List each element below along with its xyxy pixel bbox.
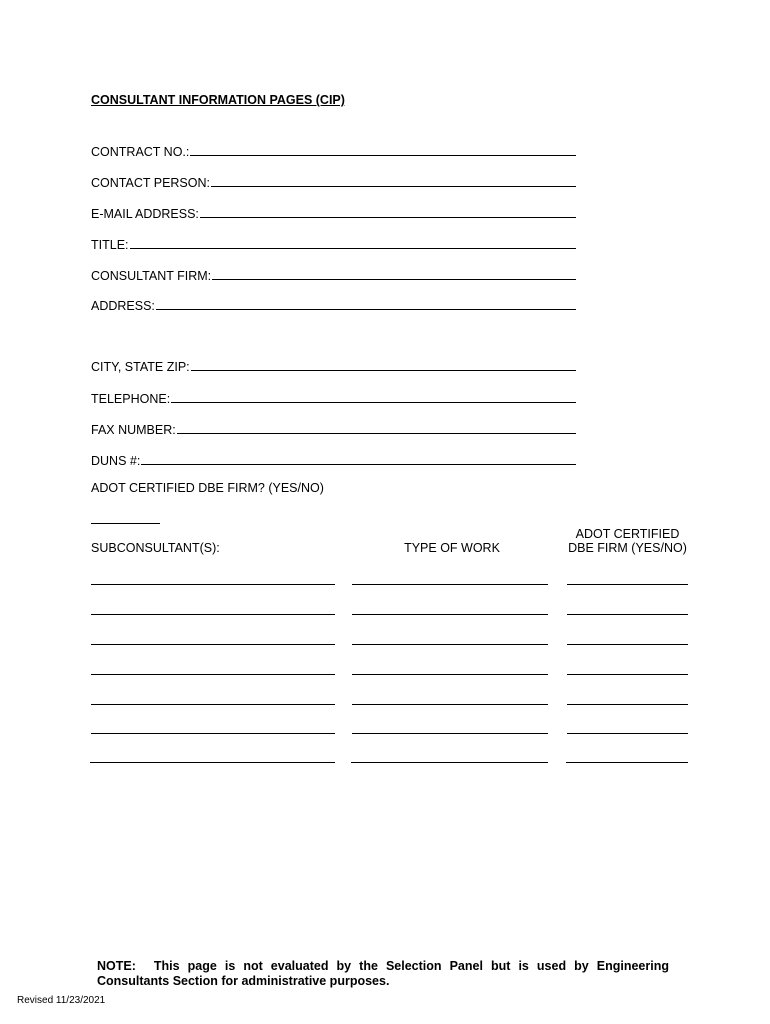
email-field[interactable] xyxy=(91,203,576,221)
subconsultant-name-line[interactable] xyxy=(91,733,335,734)
revision-date: Revised 11/23/2021 xyxy=(17,995,106,1006)
title-label: TITLE: xyxy=(91,238,129,252)
type-of-work-line[interactable] xyxy=(352,614,548,615)
note xyxy=(97,959,669,989)
fax-number-input-line[interactable] xyxy=(177,432,576,434)
dbe-firm-line[interactable] xyxy=(566,762,688,763)
contract-no-input-line[interactable] xyxy=(190,154,576,156)
contract-no-field[interactable] xyxy=(91,141,576,159)
consultant-firm-field[interactable] xyxy=(91,265,576,283)
dbe-question: ADOT CERTIFIED DBE FIRM? (YES/NO) xyxy=(91,481,324,495)
contact-person-field[interactable] xyxy=(91,172,576,190)
telephone-field[interactable] xyxy=(91,388,576,406)
dbe-firm-header xyxy=(560,527,695,555)
contact-person-label: CONTACT PERSON: xyxy=(91,176,210,190)
subconsultant-name-line[interactable] xyxy=(91,674,335,675)
subconsultant-name-line[interactable] xyxy=(91,704,335,705)
subconsultants-header: SUBCONSULTANT(S): xyxy=(91,541,220,555)
title-field[interactable] xyxy=(91,234,576,252)
city-state-zip-input-line[interactable] xyxy=(191,369,576,371)
subconsultant-name-line[interactable] xyxy=(91,644,335,645)
dbe-firm-header-line2: DBE FIRM (YES/NO) xyxy=(568,541,687,555)
type-of-work-line[interactable] xyxy=(352,644,548,645)
contact-person-input-line[interactable] xyxy=(211,185,576,187)
dbe-firm-header-line1: ADOT CERTIFIED xyxy=(575,527,680,541)
page-title: CONSULTANT INFORMATION PAGES (CIP) xyxy=(91,93,345,107)
type-of-work-line[interactable] xyxy=(351,762,548,763)
dbe-firm-line[interactable] xyxy=(567,733,688,734)
duns-input-line[interactable] xyxy=(141,463,576,465)
dbe-firm-line[interactable] xyxy=(567,674,688,675)
consultant-firm-input-line[interactable] xyxy=(212,278,576,280)
consultant-firm-label: CONSULTANT FIRM: xyxy=(91,269,212,283)
type-of-work-line[interactable] xyxy=(352,584,548,585)
address-field[interactable] xyxy=(91,295,576,313)
address-input-line[interactable] xyxy=(156,308,576,310)
duns-label: DUNS #: xyxy=(91,454,141,468)
telephone-input-line[interactable] xyxy=(171,401,576,403)
type-of-work-line[interactable] xyxy=(352,674,548,675)
address-label: ADDRESS: xyxy=(91,299,155,313)
type-of-work-line[interactable] xyxy=(352,704,548,705)
dbe-answer-line[interactable] xyxy=(91,523,160,524)
type-of-work-header: TYPE OF WORK xyxy=(404,541,500,555)
subconsultant-name-line[interactable] xyxy=(91,584,335,585)
title-input-line[interactable] xyxy=(130,247,576,249)
email-input-line[interactable] xyxy=(200,216,576,218)
contract-no-label: CONTRACT NO.: xyxy=(91,145,190,159)
subconsultant-name-line[interactable] xyxy=(91,614,335,615)
fax-number-field[interactable] xyxy=(91,419,576,437)
dbe-firm-line[interactable] xyxy=(567,614,688,615)
subconsultant-name-line[interactable] xyxy=(90,762,335,763)
dbe-firm-line[interactable] xyxy=(567,644,688,645)
type-of-work-line[interactable] xyxy=(352,733,548,734)
email-label: E-MAIL ADDRESS: xyxy=(91,207,199,221)
note-label: NOTE: xyxy=(97,959,136,973)
fax-number-label: FAX NUMBER: xyxy=(91,423,176,437)
city-state-zip-label: CITY, STATE ZIP: xyxy=(91,360,190,374)
city-state-zip-field[interactable] xyxy=(91,356,576,374)
dbe-firm-line[interactable] xyxy=(567,704,688,705)
dbe-firm-line[interactable] xyxy=(567,584,688,585)
duns-field[interactable] xyxy=(91,450,576,468)
telephone-label: TELEPHONE: xyxy=(91,392,171,406)
note-text: This page is not evaluated by the Selection Panel but is used by Engineering Consultants Section for administrative purposes. xyxy=(97,959,669,988)
